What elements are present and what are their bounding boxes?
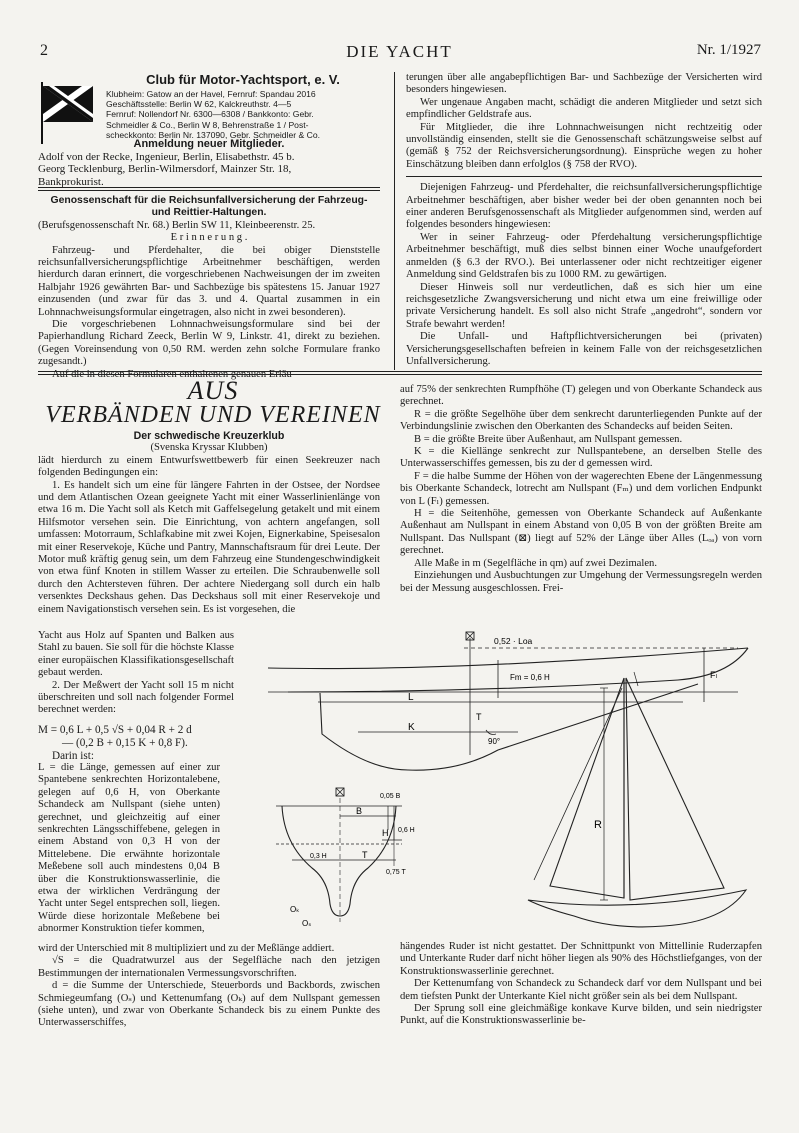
club-title: Club für Motor-Yachtsport, e. V.: [146, 72, 340, 87]
L-definition: [38, 762, 220, 936]
h03-label: 0,3 H: [310, 853, 327, 860]
genossenschaft-title-2: und Reittier-Haltungen.: [151, 207, 267, 219]
paragraph: Diejenigen Fahrzeug- und Pferdehalter, die reichsunfallversicherungspflichtige Arbeitnehmer beschäftigen, aber bisher weder bei der oben genannten noch bei einer anderen Berufsgenossenschaft als Mitglieder aufgenommen sind, werden auf folgendes besonders hingewiesen:: [406, 182, 762, 231]
club-info-line: Geschäftsstelle: Berlin W 62, Kalckreuthstr. 4—5: [106, 99, 292, 110]
paragraph: 1. Es handelt sich um eine für längere Fahrten in der Ostsee, der Nordsee und dem Atlantischen Ozean geeignete Yacht mit einer Wasserlinienlänge von etwa 16 m. Die Yacht soll als Ketch mit Gaffelsegelung getakelt und mit einem Hilfsmotor versehen sein. Die Einrichtung, von achtern angefangen, soll umfassen: Motorraum, Schlafkabine mit zwei Kojen, Eignerkabine, Speisesalon mit einer Reservekoje, Küche und Pantry, Mannschaftsraum für drei Leute. Der Motor muß kräftig genug sein, um dem Fahrzeug eine Stundengeschwindigkeit von etwa fünf Knoten in stillem Wasser zu erteilen. Die Schraubenwelle soll durch den Achtersteven führen. Der achtere Niedergang soll durch ein halb versenktes Deckshaus gehen. Das Deckshaus soll mit einer Reservekoje und einem Navigationstisch versehen sein. Es ist vorgesehen, die: [38, 479, 380, 615]
article-subtitle: Der schwedische Kreuzerklub: [133, 430, 285, 442]
paragraph: Für Mitglieder, die ihre Lohnnachweisungen nicht rechtzeitig oder unvollständig einsenden, stellt sie die Genossenschaft schätzungsweise selbst auf (gemäß § 752 der Reichsversicherungsordnung). Einsprüche wegen zu hoher Einschätzung bleiben dann erfolglos (§ 758 der RVO).: [406, 121, 762, 170]
K-label: K: [408, 722, 415, 733]
magazine-title: DIE YACHT: [346, 42, 453, 61]
article-subtitle-2: (Svenska Kryssar Klubben): [150, 442, 268, 454]
paragraph: R = die größte Segelhöhe über dem senkrecht darunterliegenden Punkte auf der Verbindungslinie zwischen den Oberkanten des Schandecks auf beiden Seiten.: [400, 408, 762, 433]
sail-plan-diagram: [514, 668, 758, 936]
divider: [38, 187, 380, 191]
club-info-line: scheckkonto: Berlin Nr. 137090, Gebr. Schmeidler & Co.: [106, 129, 320, 140]
member-entry: Adolf von der Recke, Ingenieur, Berlin, Elisabethstr. 45 b.: [38, 150, 295, 163]
paragraph: Yacht aus Holz auf Spanten und Balken aus Stahl zu bauen. Sie soll für die höchste Klasse einer europäischen Klassifikationsgesellschaft gebaut werden.: [38, 630, 234, 679]
T-label: T: [476, 712, 482, 722]
article-left-top: [38, 430, 380, 616]
paragraph: Wer in seiner Fahrzeug- oder Pferdehaltung versicherungspflichtige Arbeitnehmer beschäftigt, muß dies selbst binnen einer Woche unaufgefordert anmelden (§ 6.3 der RVO.). Bei unterlassener oder nicht rechtzeitiger eigener Anmeldung sind Geldstrafen bis zu 1000 RM. zu gewärtigen.: [406, 231, 762, 281]
article-right-mid: [400, 384, 762, 595]
column-divider: [394, 72, 395, 370]
paragraph: wird der Unterschied mit 8 multipliziert und zu der Meßlänge addiert.: [38, 943, 335, 954]
os-label: Oₛ: [302, 919, 312, 928]
paragraph: Auf die in diesen Formularen enthaltenen genauen Erläu-: [52, 368, 296, 380]
members-heading: Anmeldung neuer Mitglieder.: [133, 138, 285, 150]
club-info-line: Klubheim: Gatow an der Havel, Fernruf: Spandau 2016: [106, 89, 316, 99]
angle-label: 90°: [488, 737, 501, 746]
issue-number: Nr. 1/1927: [696, 42, 761, 58]
section-title-2: VERBÄNDEN UND VEREINEN: [45, 402, 381, 428]
genossenschaft-notice: [38, 195, 380, 381]
fm-label: Fm = 0,6 H: [510, 673, 550, 682]
genossenschaft-address: (Berufsgenossenschaft Nr. 68.) Berlin SW 11, Kleinbeerenstr. 25.: [38, 219, 316, 231]
loa-label: 0,52 · Loa: [494, 636, 533, 646]
paragraph: 2. Der Meßwert der Yacht soll 15 m nicht überschreiten und soll nach folgender Formel berechnet werden:: [38, 679, 234, 716]
paragraph: Fahrzeug- und Pferdehalter, die bei obiger Dienststelle reichsunfallversicherungspflichtige Arbeitnehmer beschäftigen, werden hierdurch daran erinnert, die vorgeschriebenen Nachweisungen der im zweiten Halbjahr 1926 gewährten Bar- und Sachbezüge bis spätestens 15. Januar 1927 einzusenden (und zwar für das 3. und 4. Quartal zusammen in ein Lohnnachweisungsformular eingetragen, also nicht in zwei besonderen).: [38, 244, 380, 318]
formula: [38, 724, 258, 763]
paragraph: H = die Seitenhöhe, gemessen von Oberkante Schandeck auf Außenkante Außenhaut am Nullspant in einem Abstand von 0,05 B von der größten Breite am Nullspant. Das Nullspant (⊠) liegt auf 52% der Länge über Alles (Lₒₐ) von vorn gerechnet.: [400, 508, 762, 557]
section-title: AUS: [187, 376, 239, 405]
section-divider: [38, 371, 762, 375]
paragraph: lädt hierdurch zu einem Entwurfswettbewerb für einen Seekreuzer nach folgenden Bedingungen ein:: [38, 454, 380, 479]
t075-label: 0,75 T: [386, 869, 406, 876]
article-left-bottom: [38, 943, 380, 1030]
midship-section-diagram: [262, 784, 415, 934]
fl-label: Fₗ: [710, 670, 717, 680]
page-number: 2: [40, 42, 48, 59]
paragraph: Der Sprung soll eine gleichmäßige konkave Kurve bilden, und sein niedrigster Punkt, auf die Konstruktionswasserlinie be-: [400, 1003, 762, 1027]
paragraph: Die Unfall- und Haftpflichtversicherungen bei (privaten) Versicherungsgesellschaften befreien in keinem Falle von der reichsgesetzlichen Unfallversicherung.: [406, 331, 762, 367]
club-info-line: Fernruf: Nollendorf Nr. 6300—6308 / Bankkonto: Gebr.: [106, 109, 314, 120]
R-label: R: [594, 819, 602, 831]
divider: [406, 176, 762, 177]
L-label: L: [408, 692, 414, 703]
darin: Darin ist:: [52, 750, 94, 762]
paragraph: F = die halbe Summe der Höhen von der wagerechten Ebene der Längenmessung bis Oberkante Schandeck, lotrecht am Nullspant (Fₘ) und dem vorlichen Endpunkt von L (Fₗ) gemessen.: [400, 470, 762, 507]
paragraph: Der Kettenumfang von Schandeck zu Schandeck darf vor dem Nullspant und bei dem tiefsten Punkt der Unterkante Kiel nicht größer sein als bei dem Nullspant.: [400, 978, 762, 1002]
H-label: H: [382, 828, 389, 838]
club-block: [106, 72, 380, 140]
paragraph: terungen über alle angabepflichtigen Bar- und Sachbezüge der Versicherten wird besonders hingewiesen.: [406, 72, 762, 96]
paragraph: Die vorgeschriebenen Lohnnachweisungsformulare sind bei der Papierhandlung Richard Zeeck, Berlin W 9, Linkstr. 41, direkt zu beziehen. (Gegen Voreinsendung von 0,50 RM. werden zehn solche Formulare franko zugesandt.): [38, 319, 380, 368]
reminder-heading: E r i n n e r u n g .: [170, 232, 248, 244]
right-top-column: [406, 72, 762, 368]
T-label-section: T: [362, 850, 368, 860]
paragraph: B = die größte Breite über Außenhaut, am Nullspant gemessen.: [414, 433, 683, 445]
paragraph: √S = die Quadratwurzel aus der Segelfläche nach den jetzigen Bestimmungen der internationalen Vermessungsvorschriften.: [38, 955, 380, 979]
paragraph: Alle Maße in m (Segelfläche in qm) auf zwei Dezimalen.: [414, 557, 657, 569]
paragraph: Wer ungenaue Angaben macht, schädigt die anderen Mitglieder und setzt sich empfindlicher Geldstrafe aus.: [406, 96, 762, 121]
ok-label: Oₖ: [290, 905, 300, 914]
paragraph: d = die Summe der Unterschiede, Steuerbords und Backbords, zwischen Schmiegeumfang (Oₛ) und Kettenumfang (Oₖ) auf dem Nullspant gemessen (siehe unten), und zwar von Oberkante Schandeck bis zu einem Punkte des Unterwasserschiffes,: [38, 980, 380, 1029]
b005-label: 0,05 B: [380, 793, 401, 800]
member-entry: Georg Tecklenburg, Berlin-Wilmersdorf, Mainzer Str. 18,: [38, 163, 292, 176]
club-flag-icon: [38, 80, 98, 146]
new-members: [38, 138, 380, 188]
formula-line: M = 0,6 L + 0,5 √S + 0,04 R + 2 d: [38, 724, 192, 736]
paragraph: hängendes Ruder ist nicht gestattet. Der Schnittpunkt von Mittellinie Ruderzapfen und Unterkante Ruder darf nicht höher liegen als 90% des Höchstliefganges, von der Konstruktionswasserlinie gerechnet.: [400, 941, 762, 977]
h06-label: 0,6 H: [398, 827, 415, 834]
paragraph: K = die Kiellänge senkrecht zur Nullspantebene, an derselben Stelle des Unterwasserschiffes gemessen, bis zu der d gemessen wird.: [400, 446, 762, 470]
paragraph: Einziehungen und Ausbuchtungen zur Umgehung der Vermessungsregeln werden bei der Messung ausgeschlossen. Frei-: [400, 570, 762, 594]
article-right-bottom: [400, 941, 762, 1028]
formula-line-2: — (0,2 B + 0,15 K + 0,8 F).: [62, 737, 188, 749]
paragraph: L = die Länge, gemessen auf einer zur Spantebene senkrechten Horizontalebene, gelegen auf 0,6 H, von Oberkante Schandeck am Nullspant (siehe unten) gerechnet, und gleichzeitig auf einer senkrechten Längsschiffebene, gelegen in einem Abstand von 0,3 H von der Mittelebene. Die erwähnte horizontale Meßebene soll auch mindestens 0,04 B über die Konstruktionswasserlinie, die etwa der wirklichen Verdrängung der Yacht unter Segel entsprechen soll, liegen. Würde diese horizontale Meßebene bei abnormer Konstruktion tiefer kommen,: [38, 762, 220, 935]
paragraph: Dieser Hinweis soll nur verdeutlichen, daß es sich hier um eine reichsgesetzliche Zwangsversicherung und nicht etwa um eine freiwillige oder private Versicherung handelt. Es soll also nicht Strafe „angedroht“, sondern vor Strafe bewahrt werden!: [406, 281, 762, 330]
club-info-line: Schmeidler & Co., Berlin W 8, Behrenstraße 1 / Post-: [106, 119, 309, 130]
article-left-narrow: [38, 630, 234, 717]
B-label: B: [356, 806, 363, 816]
paragraph: auf 75% der senkrechten Rumpfhöhe (T) gelegen und von Oberkante Schandeck aus gerechnet.: [400, 384, 762, 408]
member-entry: Bankprokurist.: [38, 175, 104, 188]
genossenschaft-title: Genossenschaft für die Reichsunfallversicherung der Fahrzeug-: [50, 195, 368, 206]
